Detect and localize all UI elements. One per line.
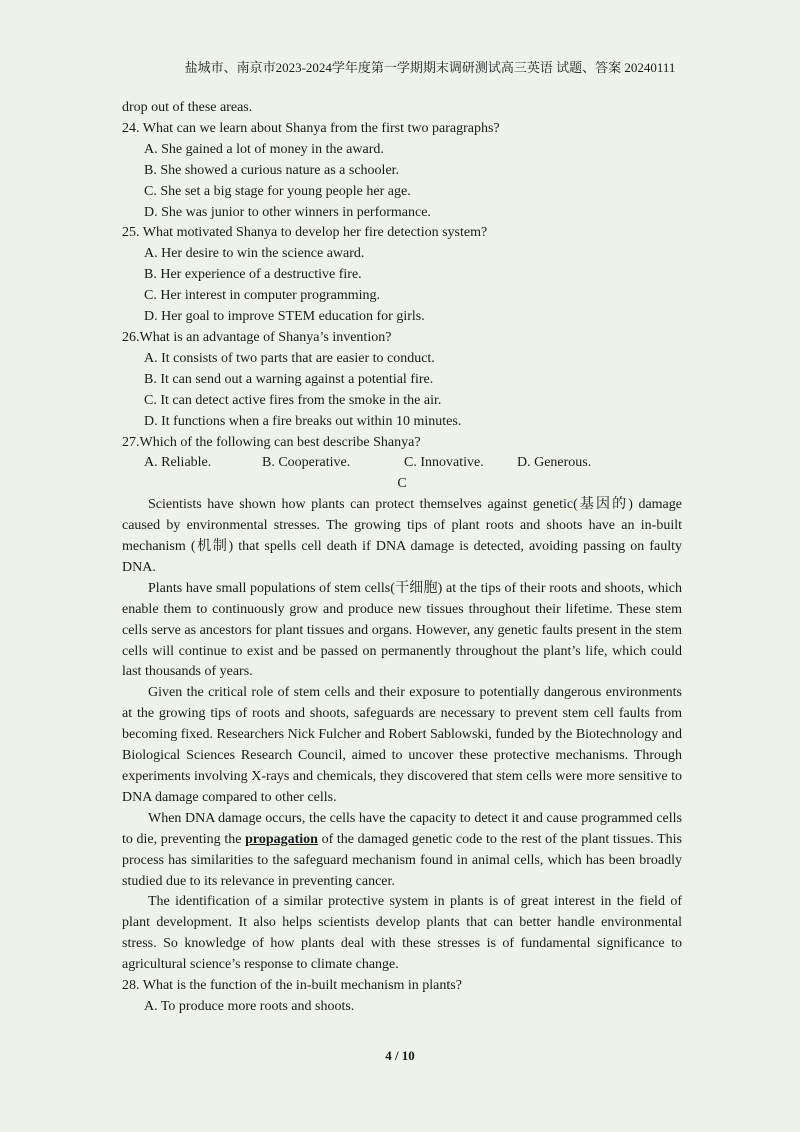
question-24: [122, 119, 682, 224]
paragraph-text: of the damaged genetic code to the rest of the plant tissues. This process has similarities to the safeguard mechanism found in animal cells, which has been broadly studied due to its relevance in preventing cancer.: [122, 831, 682, 889]
option-d: D. Generous.: [517, 455, 592, 471]
question-26: [122, 328, 682, 433]
options-row: [122, 453, 682, 474]
top-fragment: drop out of these areas.: [122, 100, 253, 115]
keyword-propagation: propagation: [245, 831, 318, 847]
question-28: [122, 976, 682, 1018]
question-text: 24. What can we learn about Shanya from the first two paragraphs?: [122, 120, 500, 136]
question-text: 25. What motivated Shanya to develop her fire detection system?: [122, 225, 488, 241]
option-a: A. She gained a lot of money in the award.: [144, 141, 384, 157]
passage-paragraph-1: Scientists have shown how plants can protect themselves against genetic(基因的) damage caused by environmental stresses. The growing tips of plant roots and shoots have an in-built mechanism (机制) that spells cell death if DNA damage is detected, avoiding passing on faulty DNA.: [122, 497, 682, 575]
question-27: [122, 433, 682, 475]
option-d: D. It functions when a fire breaks out within 10 minutes.: [144, 413, 462, 429]
passage-paragraph-5: The identification of a similar protective system in plants is of great interest in the field of plant development. It also helps scientists develop plants that can better handle environmental stress. So knowledge of how plants deal with these stresses is of fundamental significance to agricultural science’s response to climate change.: [122, 894, 682, 973]
page-header: 盐城市、南京市2023-2024学年度第一学期期末调研测试高三英语 试题、答案 20240111: [184, 60, 676, 75]
option-d: D. Her goal to improve STEM education for girls.: [144, 309, 425, 325]
option-b: B. It can send out a warning against a potential fire.: [144, 371, 434, 387]
option-a: A. Reliable.: [144, 455, 212, 471]
option-c: C. Her interest in computer programming.: [144, 288, 380, 304]
option-d: D. She was junior to other winners in performance.: [144, 204, 431, 220]
passage-paragraph-3: Given the critical role of stem cells and their exposure to potentially dangerous environments at the growing tips of roots and shoots, safeguards are necessary to prevent stem cell faults from becoming fixed. Researchers Nick Fulcher and Robert Sablowski, funded by the Biotechnology and Biological Sciences Research Council, aimed to uncover these protective mechanisms. Through experiments involving X-rays and chemicals, they discovered that stem cells were more sensitive to DNA damage compared to other cells.: [122, 685, 682, 805]
question-25: [122, 223, 682, 328]
option-a: A. To produce more roots and shoots.: [144, 998, 355, 1014]
option-c: C. She set a big stage for young people her age.: [144, 183, 411, 199]
option-a: A. It consists of two parts that are easier to conduct.: [144, 350, 435, 366]
question-text: 28. What is the function of the in-built mechanism in plants?: [122, 978, 462, 994]
option-b: B. Her experience of a destructive fire.: [144, 267, 362, 283]
paragraph-text: When DNA damage occurs, the cells have the capacity to detect it and cause programmed cells to die, preventing the: [122, 810, 682, 847]
question-text: 27.Which of the following can best describe Shanya?: [122, 434, 421, 450]
option-b: B. Cooperative.: [262, 455, 351, 471]
option-c: C. Innovative.: [404, 455, 484, 471]
page-number: 4 / 10: [385, 1048, 415, 1063]
section-label: C: [397, 476, 407, 492]
page-content: [122, 98, 682, 1018]
passage-paragraph-2: Plants have small populations of stem cells(干细胞) at the tips of their roots and shoots, which enable them to continuously grow and produce new tissues throughout their lifetime. These stem cells serve as ancestors for plant tissues and organs. However, any genetic faults present in the stem cells will continue to exist and be passed on permanently throughout the plant’s life, which could last thousands of years.: [122, 580, 682, 680]
question-text: 26.What is an advantage of Shanya’s invention?: [122, 329, 392, 345]
option-b: B. She showed a curious nature as a schooler.: [144, 162, 400, 178]
option-c: C. It can detect active fires from the smoke in the air.: [144, 392, 442, 408]
passage-paragraph-4: [122, 809, 682, 893]
option-a: A. Her desire to win the science award.: [144, 246, 365, 262]
